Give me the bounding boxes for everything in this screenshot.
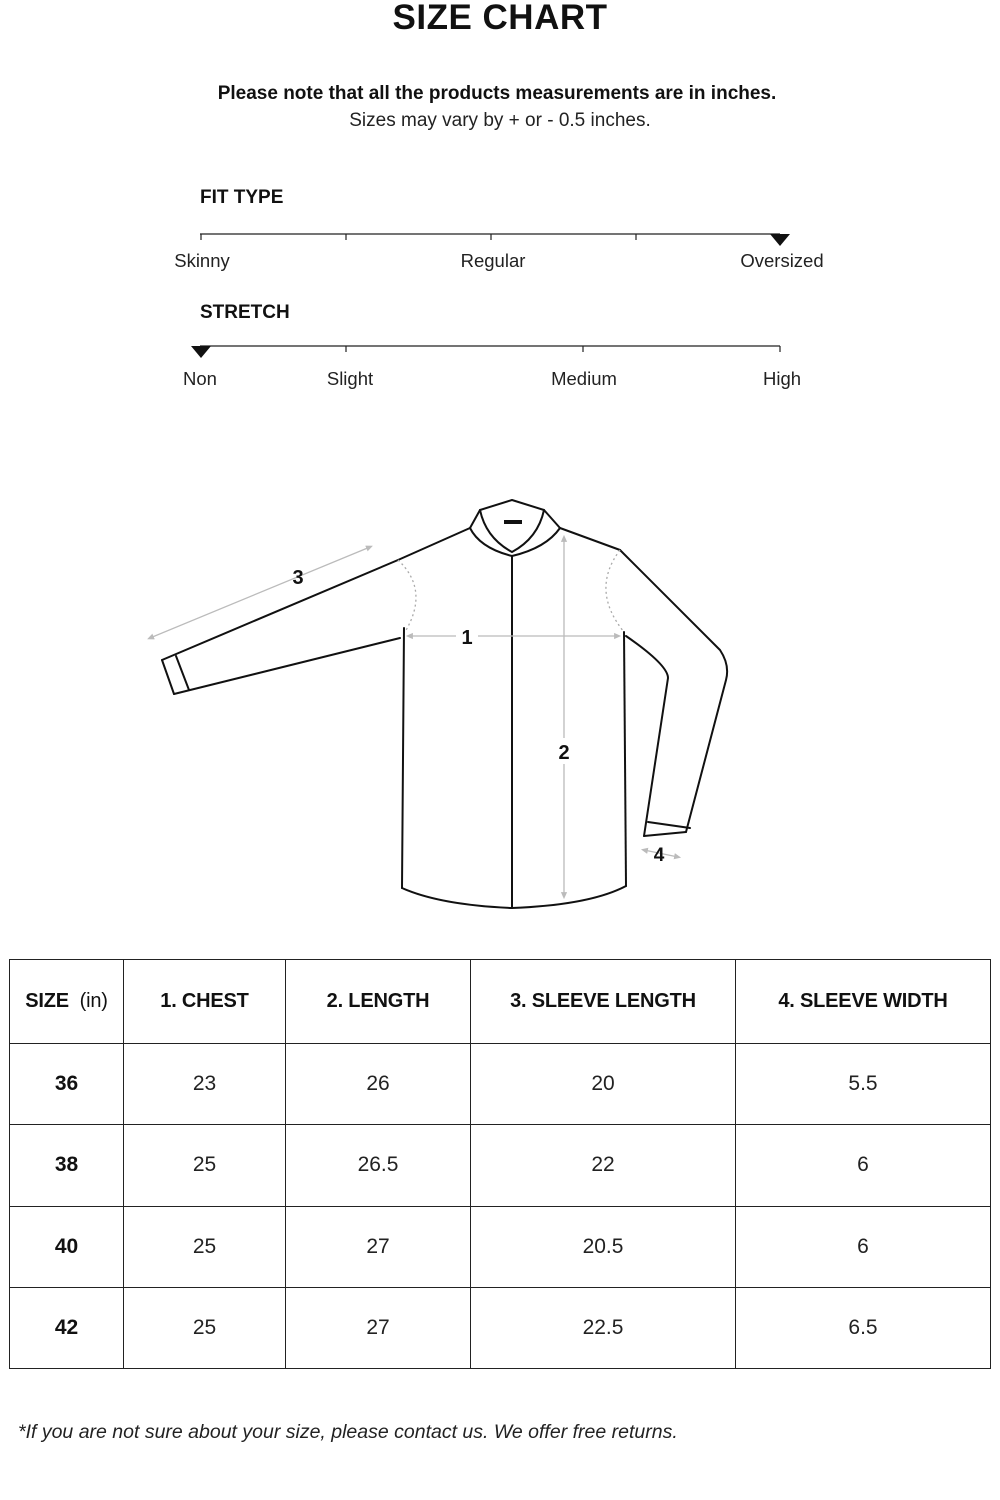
measurement-guides xyxy=(150,538,678,896)
fit-label-skinny: Skinny xyxy=(174,250,230,271)
tolerance-note: Sizes may vary by + or - 0.5 inches. xyxy=(349,110,651,131)
table-row xyxy=(10,1125,991,1206)
stretch-label-high: High xyxy=(762,368,802,389)
cell-sleeve-width: 6 xyxy=(736,1206,991,1287)
collar-label-icon xyxy=(504,520,522,524)
cell-length: 27 xyxy=(286,1287,471,1368)
cell-sleeve-length: 22.5 xyxy=(471,1287,736,1368)
footnote: *If you are not sure about your size, please contact us. We offer free returns. xyxy=(18,1421,678,1443)
header-chest: 1. CHEST xyxy=(124,960,286,1044)
cell-size: 42 xyxy=(10,1287,124,1368)
table-row xyxy=(10,1287,991,1368)
stretch-label-non: Non xyxy=(183,368,217,389)
shirt-outline xyxy=(162,500,727,908)
measurement-note: Please note that all the products measurements are in inches. xyxy=(217,83,777,104)
stretch-title: STRETCH xyxy=(200,302,290,323)
cell-sleeve-length: 20 xyxy=(471,1044,736,1125)
cell-chest: 25 xyxy=(124,1206,286,1287)
size-table xyxy=(9,959,991,1369)
sleeve-length-marker: 3 xyxy=(292,567,304,589)
stretch-label-medium: Medium xyxy=(551,368,617,389)
header-size: SIZE (in) xyxy=(10,960,124,1044)
cell-size: 38 xyxy=(10,1125,124,1206)
chest-marker: 1 xyxy=(461,627,473,649)
fit-label-regular: Regular xyxy=(460,250,526,271)
cell-chest: 23 xyxy=(124,1044,286,1125)
table-row xyxy=(10,1206,991,1287)
fit-label-oversized: Oversized xyxy=(740,250,824,271)
header-sleeve-width: 4. SLEEVE WIDTH xyxy=(736,960,991,1044)
cell-sleeve-width: 6 xyxy=(736,1125,991,1206)
sleeve-width-marker: 4 xyxy=(653,845,665,866)
cell-length: 26 xyxy=(286,1044,471,1125)
cell-sleeve-length: 22 xyxy=(471,1125,736,1206)
table-header-row xyxy=(10,960,991,1044)
table-row xyxy=(10,1044,991,1125)
fit-type-title: FIT TYPE xyxy=(200,187,284,208)
cell-sleeve-width: 5.5 xyxy=(736,1044,991,1125)
cell-sleeve-length: 20.5 xyxy=(471,1206,736,1287)
length-marker: 2 xyxy=(558,742,570,764)
cell-length: 26.5 xyxy=(286,1125,471,1206)
cell-length: 27 xyxy=(286,1206,471,1287)
cell-size: 40 xyxy=(10,1206,124,1287)
page-title: SIZE CHART xyxy=(392,0,608,37)
cell-chest: 25 xyxy=(124,1125,286,1206)
cell-sleeve-width: 6.5 xyxy=(736,1287,991,1368)
cell-chest: 25 xyxy=(124,1287,286,1368)
header-sleeve-length: 3. SLEEVE LENGTH xyxy=(471,960,736,1044)
cell-size: 36 xyxy=(10,1044,124,1125)
header-length: 2. LENGTH xyxy=(286,960,471,1044)
stretch-label-slight: Slight xyxy=(326,368,374,389)
